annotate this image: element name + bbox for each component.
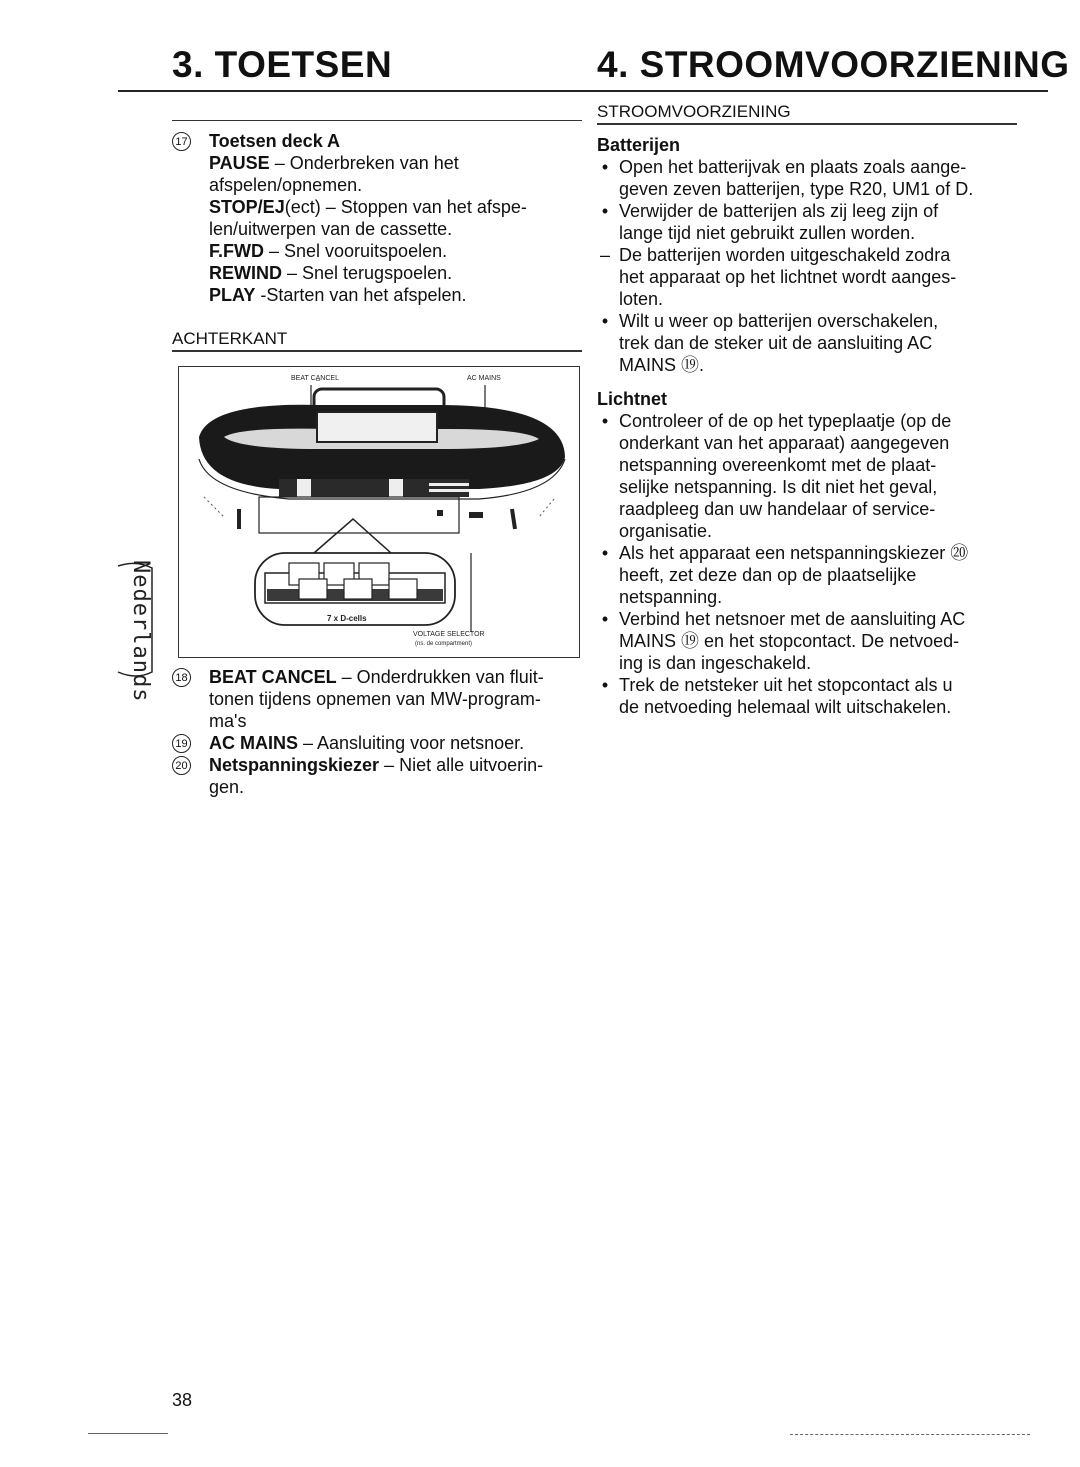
language-tab (112, 560, 160, 703)
deck-line: STOP/EJ(ect) – Stoppen van het afspe- (209, 197, 527, 217)
heading-toetsen: 3. TOETSEN (172, 44, 393, 85)
item-18: 18 BEAT CANCEL – Onderdrukken van fluit- tonen tijdens opnemen van MW-program- ma's (172, 666, 592, 732)
batterijen-item: • Verwijder de batterijen als zij leeg zijn of lange tijd niet gebruikt zullen worden. (601, 201, 939, 243)
item-17 (172, 130, 592, 306)
bottom-mark-right (790, 1434, 1030, 1436)
label-ac-mains: AC MAINS (467, 375, 501, 382)
heading-rule (118, 90, 1048, 92)
item-number-18: 18 (172, 668, 191, 687)
item-number-20: 20 (172, 756, 191, 775)
lichtnet-item: • Als het apparaat een netspanningskiezer ⑳ heeft, zet deze dan op de plaatselijke netspanning. (601, 543, 969, 607)
achterkant-heading: ACHTERKANT (172, 329, 288, 348)
batterijen-item: • Open het batterijvak en plaats zoals aange- geven zeven batterijen, type R20, UM1 of D. (601, 157, 974, 199)
lichtnet-heading: Lichtnet (597, 389, 667, 409)
radio-rear-illustration (179, 367, 579, 657)
item-number-17: 17 (172, 132, 191, 151)
deck-line: PLAY -Starten van het afspelen. (209, 285, 467, 305)
item-number-19: 19 (172, 734, 191, 753)
page-number: 38 (172, 1390, 193, 1410)
lichtnet-item: • Controleer of de op het typeplaatje (op de onderkant van het apparaat) aangegeven netspanning overeenkomt met de plaat- selijke netspanning. Is dit niet het geval, raadpleeg dan uw handelaar of service- organisatie. (601, 411, 952, 541)
achterkant-rule (172, 350, 582, 352)
right-subheading-rule (597, 123, 1017, 125)
deck-line: F.FWD – Snel vooruitspoelen. (209, 241, 448, 261)
batterijen-heading: Batterijen (597, 135, 681, 155)
label-voltage-compartment: (ns. de compartment) (415, 641, 473, 647)
heading-stroomvoorziening: 4. STROOMVOORZIENING (597, 44, 1070, 85)
item-17-title: Toetsen deck A (209, 131, 341, 151)
batterijen-item: – De batterijen worden uitgeschakeld zodra het apparaat op het lichtnet wordt aanges- loten. (599, 245, 957, 309)
deck-line: PAUSE – Onderbreken van het (209, 153, 459, 173)
rear-panel-figure (178, 366, 580, 658)
lichtnet-item: • Verbind het netsnoer met de aansluiting AC MAINS ⑲ en het stopcontact. De netvoed- ing is dan ingeschakeld. (601, 609, 966, 673)
batterijen-item: • Wilt u weer op batterijen overschakelen, trek dan de steker uit de aansluiting AC MAINS ⑲. (601, 311, 939, 375)
lichtnet-item: • Trek de netsteker uit het stopcontact als u de netvoeding helemaal wilt uitschakelen. (601, 675, 953, 717)
right-column-text (597, 134, 1037, 718)
label-voltage-selector: VOLTAGE SELECTOR (413, 631, 485, 638)
item-20: 20 Netspanningskiezer – Niet alle uitvoerin- gen. (172, 754, 592, 798)
stroomvoorziening-subheading: STROOMVOORZIENING (597, 102, 791, 121)
deck-line: len/uitwerpen van de cassette. (209, 219, 453, 239)
left-top-rule (172, 120, 582, 121)
deck-line: afspelen/opnemen. (209, 175, 363, 195)
label-beat-cancel: BEAT CA̲NCEL (291, 375, 339, 382)
label-cells: 7 x D-cells (327, 614, 367, 623)
item-19: 19 AC MAINS – Aansluiting voor netsnoer. (172, 732, 592, 754)
bottom-mark-left (88, 1433, 168, 1434)
deck-line: REWIND – Snel terugspoelen. (209, 263, 453, 283)
language-tab-label: Nederlands (128, 560, 153, 703)
